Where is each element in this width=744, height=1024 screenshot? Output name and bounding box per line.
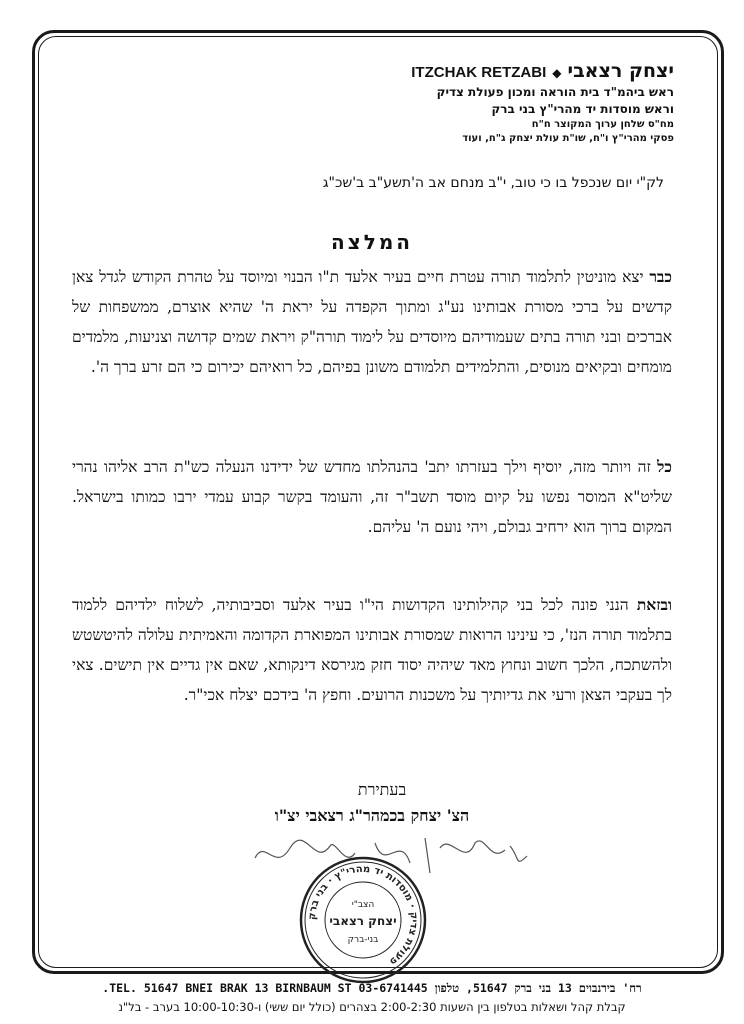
letterhead	[174, 60, 674, 144]
dateline: לק"י יום שנכפל בו כי טוב, י"ב מנחם אב ה'תשע"ב ב'שכ"ג	[322, 175, 664, 191]
paragraph-1-text: יצא מוניטין לתלמוד תורה עטרת חיים בעיר אלעד ת"ו הבנוי ומיוסד על טהרת הקודש לגדל צאן קדשים על ברכי מסורת אבותינו נע"ג ומתוך הקפדה על יראת ה' שהיא אוצרם, ממשפחות של אברכים ובני תורה בתים שעמודיהם מיוסדים על לימוד תורה"ק ויראת שמים קדושה וצניעות, מלמדים מומחים ובקיאים מנוסים, והתלמידים תלמודם משונן בפיהם, כל רואיהם יכירום כי הם זרע ברך ה'.	[72, 268, 672, 376]
paragraph-2	[72, 452, 672, 542]
closing-line-2: הצ' יצחק בכמהר"ג רצאבי יצ"ו	[274, 806, 470, 825]
letterhead-name	[174, 60, 674, 82]
diamond-icon: ◆	[552, 66, 562, 80]
stamp-line-2: יצחק רצאבי	[329, 914, 397, 928]
paragraph-2-text: זה ויותר מזה, יוסיף וילך בעזרתו יתב' בהנהלתו מחדש של ידידנו הנעלה כש"ת הרב אליהו נהרי שליט"א המוסר נפשו על קיום מוסד תשב"ר זה, והעומד בקשר קבוע עמדי ירבו כמותו בישראל. המקום ברוך הוא ירחיב גבולם, ויהי נועם ה' עליהם.	[72, 458, 672, 536]
letter-title: המלצה	[330, 230, 414, 254]
paragraph-3-lead: ובזאת	[636, 595, 672, 614]
paragraph-1-lead: כבר	[649, 267, 672, 286]
paragraph-3	[72, 590, 672, 710]
paragraph-2-lead: כל	[657, 457, 672, 476]
closing-line-1: בעתירת	[357, 780, 407, 799]
stamp-ring-text: פעולת צדיק · מוסדות יד מהרי"ץ · בני ברק	[306, 863, 420, 967]
letterhead-line-4: פסקי מהרי"ץ ו"ח, שו"ת עולת יצחק ג"ח, ועוד	[462, 133, 674, 144]
footer-hours: קבלת קהל ושאלות בטלפון בין השעות 2:00-2:30 בצהרים (כולל יום ששי) ו-10:00-10:30 בערב - בל"נ	[118, 1000, 626, 1014]
letterhead-line-1: ראש ביהמ"ד בית הוראה ומכון פעולת צדיק	[436, 85, 674, 99]
name-latin: ITZCHAK RETZABI	[411, 64, 547, 81]
stamp-line-1: הצב"י	[351, 900, 375, 910]
name-hebrew: יצחק רצאבי	[567, 60, 674, 82]
stamp-seal	[298, 855, 428, 985]
paragraph-3-text: הנני פונה לכל בני קהילותינו הקדושות הי"ו בעיר אלעד וסביבותיה, לשלוח ילדיהם ללמוד בתלמוד תורה הנז', כי עינינו הרואות שמסורת אבותינו המפוארת הקדומה והאמיתית עלולה להיטשטש ולהשתכח, הלכך חשוב ונחוץ מאד שיהיה יסוד חזק מגירסא דינקותא, שאם אין גדיים אין תישים. צאי לך בעקבי הצאן ורעי את גדיותיך על משכנות הרועים. וחפץ ה' בידכם יצלח אכי"ר.	[72, 596, 672, 704]
letterhead-line-2: וראש מוסדות יד מהרי"ץ בני ברק	[491, 102, 674, 116]
footer-address: רח' בירנבוים 13 בני ברק 51647, טלפון 03-6741445 TEL. 51647 BNEI BRAK 13 BIRNBAUM ST.	[102, 981, 642, 995]
paragraph-1	[72, 262, 672, 382]
stamp-line-3: בני-ברק	[347, 935, 379, 945]
letterhead-line-3: מח"ס שלחן ערוך המקוצר ח"ח	[531, 119, 674, 130]
closing	[0, 780, 744, 826]
